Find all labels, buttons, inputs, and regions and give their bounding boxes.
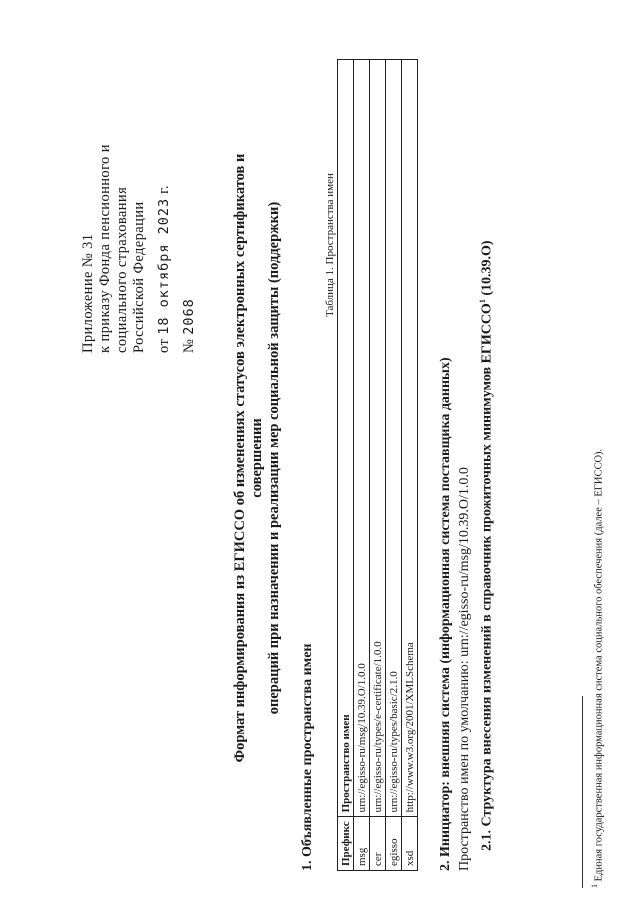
appendix-line-4: Российской Федерации (131, 201, 147, 353)
cell-namespace: urn://egisso-ru/msg/10.39.O/1.0.0 (354, 60, 370, 817)
cell-namespace: urn://egisso-ru/types/e-certificate/1.0.0 (370, 60, 386, 817)
cell-prefix: xsd (402, 817, 418, 871)
title-line-1: Формат информирования из ЕГИССО об изменениях статусов электронных сертификатов и совершении (232, 153, 265, 763)
section-2-heading: 2. Инициатор: внешняя система (информационная система поставщика данных) (438, 357, 453, 871)
cell-prefix: egisso (386, 817, 402, 871)
number-prefix: № (181, 338, 197, 353)
footnote-divider (582, 696, 583, 888)
header-namespace: Пространство имен (338, 60, 354, 817)
title-line-2: операций при назначении и реализации мер социальной защиты (поддержки) (266, 201, 282, 715)
order-number: 2068 (181, 298, 197, 335)
table-row (370, 60, 386, 871)
table-row (354, 60, 370, 871)
appendix-line-2: к приказу Фонда пенсионного и (97, 144, 113, 353)
date-suffix: г. (156, 185, 172, 194)
header-prefix: Префикс (338, 817, 354, 871)
table-row (402, 60, 418, 871)
order-date: 18 октября 2023 (156, 197, 172, 335)
date-prefix: от (156, 338, 172, 353)
appendix-block (80, 144, 198, 353)
footnote-mark: 1 (590, 884, 599, 888)
section-1-heading: 1. Объявленные пространства имен (300, 643, 315, 871)
cell-namespace: http://www.w3.org/2001/XMLSchema (402, 60, 418, 817)
default-namespace-text: Пространство имен по умолчанию: urn://egisso-ru/msg/10.39.O/1.0.0 (457, 467, 472, 871)
table-row (386, 60, 402, 871)
section-2-1-heading (478, 240, 496, 851)
appendix-line-3: социального страхования (114, 186, 130, 353)
table-caption: Таблица 1. Пространства имен (324, 173, 336, 317)
appendix-number-line (181, 144, 198, 353)
table-header-row (338, 60, 354, 871)
footnote (590, 449, 605, 888)
section-2-1-code: (10.39.O) (479, 240, 495, 300)
appendix-date-line (156, 144, 173, 353)
document-title (232, 113, 283, 803)
cell-prefix: cer (370, 817, 386, 871)
footnote-ref: 1 (478, 299, 487, 304)
cell-prefix: msg (354, 817, 370, 871)
appendix-line-1: Приложение № 31 (80, 233, 96, 353)
cell-namespace: urn://egisso-ru/types/basic/2.1.0 (386, 60, 402, 817)
section-2-1-text: 2.1. Структура внесения изменений в справочник прожиточных минимумов ЕГИССО (479, 303, 495, 851)
namespaces-table (337, 59, 418, 871)
footnote-text: Единая государственная информационная система социального обеспечения (далее – ЕГИССО). (593, 448, 605, 884)
